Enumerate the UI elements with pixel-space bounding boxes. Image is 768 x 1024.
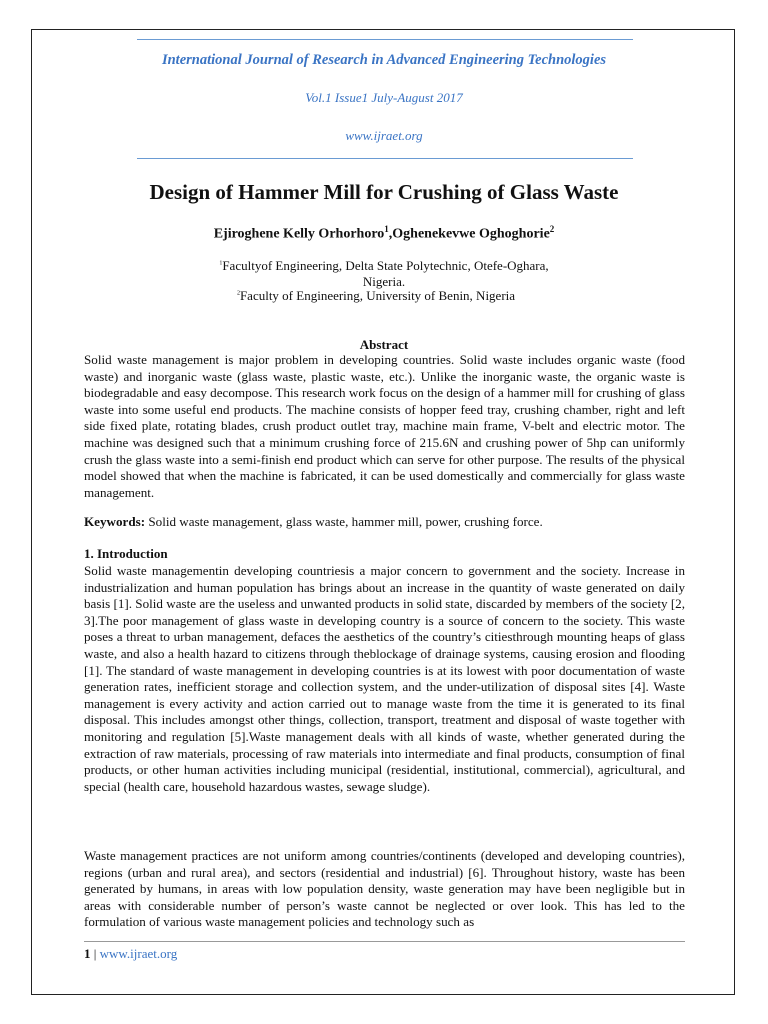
header-top-rule: [137, 39, 633, 40]
journal-url[interactable]: www.ijraet.org: [345, 128, 423, 143]
journal-issue: Vol.1 Issue1 July-August 2017: [305, 90, 463, 105]
page-number: 1: [84, 946, 91, 961]
affiliation-1-sup: 1: [219, 260, 223, 267]
keywords-label: Keywords:: [84, 514, 146, 529]
page-footer: [84, 946, 177, 962]
author-2: ,Oghenekevwe Oghoghorie: [388, 226, 550, 242]
affiliation-1-line-1: Facultyof Engineering, Delta State Polytechnic, Otefe-Oghara,: [222, 258, 549, 273]
abstract-heading: Abstract: [359, 337, 409, 352]
author-1-sup: 1: [384, 224, 389, 234]
introduction-paragraph-2: Waste management practices are not uniform among countries/continents (developed and developing countries), regions (urban and rural area), and sectors (residential and industrial) [6]. Throughout history, waste has been generated by humans, in areas with low population density, waste generation may have been negligible but in areas with considerable number of person’s waste cannot be neglected or over look. This has led to the formulation of various waste management policies and technology such as: [84, 848, 685, 930]
introduction-paragraph-1: Solid waste managementin developing countriesis a major concern to government and the society. Increase in industrialization and human population has brings about an increase in the quantity of waste generated on daily basis [1]. Solid waste are the useless and unwanted products in solid state, discarded by members of the society [2, 3].The poor management of glass waste in developing country is a source of concern to the society. This waste poses a threat to urban management, defaces the aesthetics of the country’s citiesthrough mounting heaps of glass waste, and also a health hazard to citizens through theblockage of drainage systems, causing erosion and flooding [1]. The standard of waste management in developing countries is at its lowest with poor documentation of waste generation rates, inefficient storage and collection system, and the under-utilization of disposal sites [4]. Waste management is every activity and action carried out to manage waste from the time it is generated to its final disposal. This includes amongst other things, collection, transport, treatment and disposal of waste together with monitoring and regulation [5].Waste management deals with all kinds of waste, whether generated during the extraction of raw materials, processing of raw materials into intermediate and final products, consumption of final products, or other human activities including municipal (residential, institutional, commercial), agricultural, and special (health care, household hazardous wastes, sewage sludge).: [84, 563, 685, 794]
author-line: [0, 224, 768, 243]
keywords-text: Solid waste management, glass waste, hammer mill, power, crushing force.: [145, 514, 543, 529]
author-2-sup: 2: [549, 224, 555, 234]
header-bottom-rule: [137, 158, 633, 159]
journal-name: International Journal of Research in Advanced Engineering Technologies: [161, 52, 607, 68]
footer-separator: |: [90, 946, 100, 961]
footer-url[interactable]: www.ijraet.org: [99, 946, 178, 961]
affiliation-1: [0, 258, 768, 274]
paper-title: Design of Hammer Mill for Crushing of Glass Waste: [149, 180, 619, 204]
footer-rule: [84, 941, 685, 942]
affiliation-1-line-2: Nigeria.: [362, 274, 406, 289]
affiliation-2-sup: 2: [236, 290, 240, 297]
author-1: Ejiroghene Kelly Orhorhoro: [213, 226, 385, 242]
abstract-text: Solid waste management is major problem in developing countries. Solid waste includes organic waste (food waste) and inorganic waste (glass waste, plastic waste, etc.). Unlike the inorganic waste, the organic waste is biodegradable and easy decompose. This research work focus on the design of a hammer mill for crushing of glass waste into some useful end products. The machine consists of hopper feed tray, crushing chamber, right and left side fixed plate, rotating blades, crush product outlet tray, machine main frame, V-belt and electric motor. The machine was designed such that a minimum crushing force of 215.6N and crushing power of 5hp can uniformly crush the glass waste into a semi-finish end product which can serve for other purpose. The results of the physical model showed that when the machine is fabricated, it can be used domestically and commercially for glass waste management.: [84, 352, 685, 500]
affiliation-2-text: Faculty of Engineering, University of Benin, Nigeria: [239, 288, 516, 303]
introduction-heading: 1. Introduction: [84, 546, 168, 561]
affiliation-2: [0, 288, 760, 304]
keywords: [84, 514, 685, 531]
